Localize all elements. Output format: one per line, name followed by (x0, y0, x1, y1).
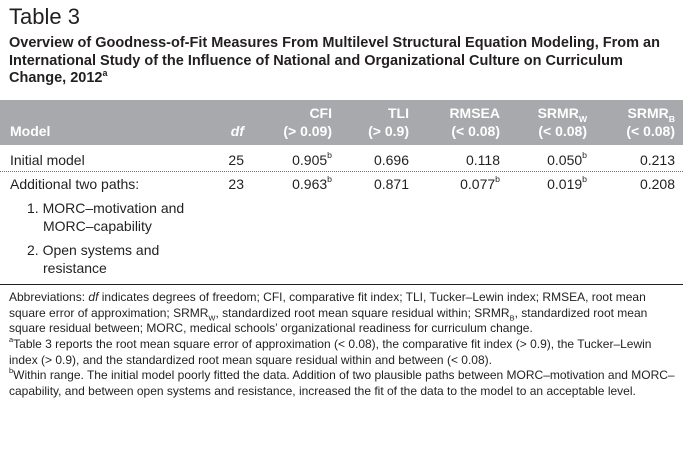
list-item-line: MORC–capability (43, 218, 152, 234)
list-item (27, 241, 159, 277)
table-caption (9, 35, 673, 88)
list-item-line: resistance (43, 260, 107, 276)
row-divider (0, 171, 683, 172)
header-srmr-between: $SRMR_B$ (627, 105, 675, 124)
header-srmr-within: $SRMR_W$ (537, 105, 587, 124)
header-cfi-criterion: (> 0.09) (283, 123, 332, 139)
header-model: Model (10, 123, 51, 139)
header-rmsea-criterion: (< 0.08) (451, 123, 500, 139)
list-item (27, 199, 184, 235)
header-cfi: CFI (309, 105, 332, 121)
header-tli-criterion: (> 0.9) (368, 123, 409, 139)
header-rmsea: RMSEA (449, 105, 500, 121)
row-tli: 0.696 (373, 152, 409, 168)
header-srmr-within-criterion: (< 0.08) (538, 123, 587, 139)
footnote-a: $^a$Table 3 reports the root mean square error of approximation (< 0.08), the comparative fit index (> 0.9), the Tucker–Lewin index (> 0.9), and the standardized root mean square residual within and between (< 0.08). (9, 335, 652, 367)
header-df: df (230, 123, 244, 139)
caption-text: Overview of Goodness-of-Fit Measures From Multilevel Structural Equation Modeling, From an International Study of the Influence of National and Organizational Culture on Curriculum Change, 2012 (9, 35, 660, 86)
table-bottom-rule (0, 284, 683, 285)
header-srmr-between-criterion: (< 0.08) (626, 123, 675, 139)
table-footnotes (9, 290, 679, 399)
row-df: 25 (228, 152, 244, 168)
row-model: Additional two paths: (10, 176, 140, 192)
row-srmr-between: 0.213 (639, 152, 675, 168)
table-number: Table 3 (9, 4, 80, 29)
footnote-b: $^b$Within range. The initial model poorly fitted the data. Addition of two plausible paths between MORC–motivation and MORC–capability, and between open systems and resistance, increased the fit of the data to the model to an acceptable level. (9, 366, 675, 398)
row-cfi: 0.963$^b$ (292, 174, 332, 192)
list-item-line: 2. Open systems and (27, 242, 160, 258)
table-header (0, 100, 683, 145)
header-tli: TLI (388, 105, 409, 121)
row-rmsea: 0.118 (466, 152, 500, 168)
row-model: Initial model (10, 152, 85, 168)
row-df: 23 (228, 176, 244, 192)
row-tli: 0.871 (373, 176, 409, 192)
row-srmr-between: 0.208 (639, 176, 675, 192)
row-srmr-within: 0.050$^b$ (547, 150, 587, 168)
row-srmr-within: 0.019$^b$ (547, 174, 587, 192)
abbreviations-note: Abbreviations: df indicates degrees of freedom; CFI, comparative fit index; TLI, Tucker–Lewin index; RMSEA, root mean square error of approximation; $SRMR_W$, standardized root mean square residual within; $SRMR_B$, standardized root mean square residual between; MORC, medical schools’ organizational readiness for curriculum change. (9, 290, 648, 336)
row-cfi: 0.905$^b$ (292, 150, 332, 168)
caption-footnote-marker: a (102, 68, 108, 78)
list-item-line: 1. MORC–motivation and (27, 200, 185, 216)
row-rmsea: 0.077$^b$ (460, 174, 500, 192)
